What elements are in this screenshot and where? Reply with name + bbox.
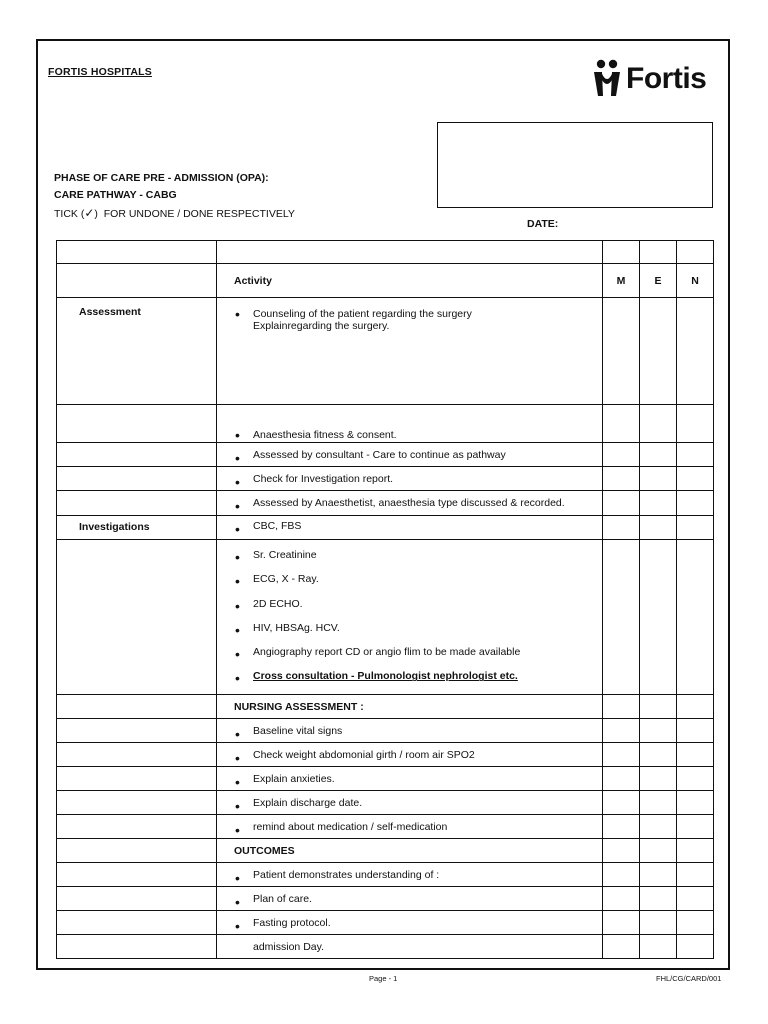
e-cell[interactable] (640, 491, 677, 516)
admission-day: admission Day. (217, 934, 603, 958)
n-cell[interactable] (677, 298, 714, 405)
investigations-label: Investigations (57, 516, 217, 540)
logo-wordmark: Fortis (626, 62, 707, 95)
n-cell[interactable] (677, 814, 714, 838)
bullet-icon: • (235, 573, 240, 590)
e-header: E (640, 264, 677, 298)
n-cell[interactable] (677, 862, 714, 886)
outcome-item: Patient demonstrates understanding of : (253, 868, 440, 881)
bullet-icon: • (235, 498, 240, 514)
nursing-assessment-heading: NURSING ASSESSMENT : (217, 694, 603, 718)
e-cell[interactable] (640, 718, 677, 742)
m-cell[interactable] (603, 241, 640, 264)
bullet-icon: • (235, 725, 240, 742)
anaesthesia-fitness: Anaesthesia fitness & consent. (253, 429, 397, 441)
m-cell[interactable] (603, 516, 640, 540)
n-cell[interactable] (677, 718, 714, 742)
bullet-icon: • (235, 821, 240, 838)
outcome-item: Plan of care. (253, 892, 312, 905)
counseling-line2: Explainregarding the surgery. (253, 320, 390, 332)
bullet-icon: • (235, 893, 240, 910)
table-row (57, 443, 714, 467)
investigation-list (217, 540, 603, 695)
checkmark-icon: ✓ (84, 206, 95, 220)
bullet-icon: • (235, 621, 240, 638)
check-investigation: Check for Investigation report. (253, 473, 394, 485)
n-cell[interactable] (677, 405, 714, 443)
outcome-item: Fasting protocol. (253, 916, 331, 929)
activity-header: Activity (217, 264, 603, 298)
table-row (57, 838, 714, 862)
document-code: FHL/CG/CARD/001 (656, 974, 722, 983)
m-cell[interactable] (603, 838, 640, 862)
assessed-consultant: Assessed by consultant - Care to continue as pathway (253, 449, 506, 461)
bullet-icon: • (235, 917, 240, 934)
bullet-icon: • (235, 549, 240, 565)
tick-prefix: TICK ( (54, 208, 85, 220)
nursing-item: Baseline vital signs (253, 724, 343, 737)
assessment-label: Assessment (57, 298, 217, 405)
nursing-item: Explain discharge date. (253, 796, 363, 809)
n-cell[interactable] (677, 838, 714, 862)
m-cell[interactable] (603, 694, 640, 718)
patient-sticker-box (437, 122, 713, 208)
m-cell[interactable] (603, 934, 640, 958)
list-item: • 2D ECHO. (235, 597, 303, 614)
nursing-item: Check weight abdomonial girth / room air SPO2 (253, 748, 475, 761)
m-cell[interactable] (603, 814, 640, 838)
counseling-line1: Counseling of the patient regarding the surgery (253, 308, 472, 320)
e-cell[interactable] (640, 443, 677, 467)
hospital-name: FORTIS HOSPITALS (48, 66, 152, 78)
care-pathway: CARE PATHWAY - CABG (54, 189, 177, 201)
m-cell[interactable] (603, 718, 640, 742)
e-cell[interactable] (640, 241, 677, 264)
table-row (57, 934, 714, 958)
nursing-item: Explain anxieties. (253, 772, 335, 785)
e-cell[interactable] (640, 540, 677, 695)
list-item: • ECG, X - Ray. (235, 573, 319, 590)
n-cell[interactable] (677, 934, 714, 958)
bullet-icon: • (235, 306, 240, 322)
e-cell[interactable] (640, 838, 677, 862)
n-cell[interactable] (677, 443, 714, 467)
n-cell[interactable] (677, 241, 714, 264)
table-row (57, 405, 714, 443)
bullet-icon: • (235, 869, 240, 886)
e-cell[interactable] (640, 790, 677, 814)
n-cell[interactable] (677, 491, 714, 516)
m-cell[interactable] (603, 491, 640, 516)
date-label: DATE: (527, 218, 559, 230)
e-cell[interactable] (640, 934, 677, 958)
list-item: • Cross consultation - Pulmonologist nephrologist etc. (235, 670, 518, 687)
n-header: N (677, 264, 714, 298)
bullet-icon: • (235, 474, 240, 490)
n-cell[interactable] (677, 694, 714, 718)
table-row (57, 718, 714, 742)
bullet-icon: • (235, 646, 240, 663)
table-row (57, 694, 714, 718)
n-cell[interactable] (677, 742, 714, 766)
m-cell[interactable] (603, 742, 640, 766)
e-cell[interactable] (640, 742, 677, 766)
tick-instruction (54, 206, 295, 220)
table-header-row (57, 264, 714, 298)
m-cell[interactable] (603, 862, 640, 886)
e-cell[interactable] (640, 694, 677, 718)
m-cell[interactable] (603, 467, 640, 491)
table-row (57, 814, 714, 838)
e-cell[interactable] (640, 467, 677, 491)
list-item: • HIV, HBSAg. HCV. (235, 621, 340, 638)
n-cell[interactable] (677, 516, 714, 540)
list-item: • Angiography report CD or angio flim to be made available (235, 646, 521, 663)
counseling-cell (217, 298, 603, 405)
table-row (57, 516, 714, 540)
e-cell[interactable] (640, 910, 677, 934)
m-cell[interactable] (603, 540, 640, 695)
table-row (57, 910, 714, 934)
m-cell[interactable] (603, 766, 640, 790)
cbc-fbs: CBC, FBS (253, 520, 302, 532)
m-cell[interactable] (603, 405, 640, 443)
n-cell[interactable] (677, 886, 714, 910)
fortis-logo (590, 58, 714, 102)
m-cell[interactable] (603, 443, 640, 467)
phase-of-care: PHASE OF CARE PRE - ADMISSION (OPA): (54, 172, 269, 184)
bullet-icon: • (235, 450, 240, 466)
e-cell[interactable] (640, 814, 677, 838)
bullet-icon: • (235, 427, 240, 443)
n-cell[interactable] (677, 766, 714, 790)
n-cell[interactable] (677, 540, 714, 695)
bullet-icon: • (235, 521, 240, 537)
bullet-icon: • (235, 597, 240, 614)
list-item: • Sr. Creatinine (235, 549, 317, 565)
m-cell[interactable] (603, 298, 640, 405)
bullet-icon: • (235, 749, 240, 766)
bullet-icon: • (235, 670, 240, 687)
table-row (57, 467, 714, 491)
assessed-anaesthetist: Assessed by Anaesthetist, anaesthesia type discussed & recorded. (253, 497, 565, 509)
outcomes-heading: OUTCOMES (217, 838, 603, 862)
e-cell[interactable] (640, 298, 677, 405)
n-cell[interactable] (677, 790, 714, 814)
fortis-logo-icon (590, 58, 624, 100)
table-row (57, 742, 714, 766)
e-cell[interactable] (640, 886, 677, 910)
m-header: M (603, 264, 640, 298)
table-row (57, 540, 714, 695)
table-row (57, 766, 714, 790)
e-cell[interactable] (640, 766, 677, 790)
e-cell[interactable] (640, 516, 677, 540)
care-pathway-table (56, 240, 714, 959)
e-cell[interactable] (640, 405, 677, 443)
page-number: Page - 1 (369, 974, 398, 983)
m-cell[interactable] (603, 910, 640, 934)
n-cell[interactable] (677, 467, 714, 491)
table-row (57, 241, 714, 264)
bullet-icon: • (235, 797, 240, 814)
m-cell[interactable] (603, 790, 640, 814)
n-cell[interactable] (677, 910, 714, 934)
tick-suffix: ) FOR UNDONE / DONE RESPECTIVELY (94, 208, 295, 220)
table-row (57, 298, 714, 405)
e-cell[interactable] (640, 862, 677, 886)
table-row (57, 790, 714, 814)
bullet-icon: • (235, 773, 240, 790)
table-row (57, 886, 714, 910)
table-row (57, 491, 714, 516)
nursing-item: remind about medication / self-medication (253, 820, 448, 833)
table-row (57, 862, 714, 886)
m-cell[interactable] (603, 886, 640, 910)
